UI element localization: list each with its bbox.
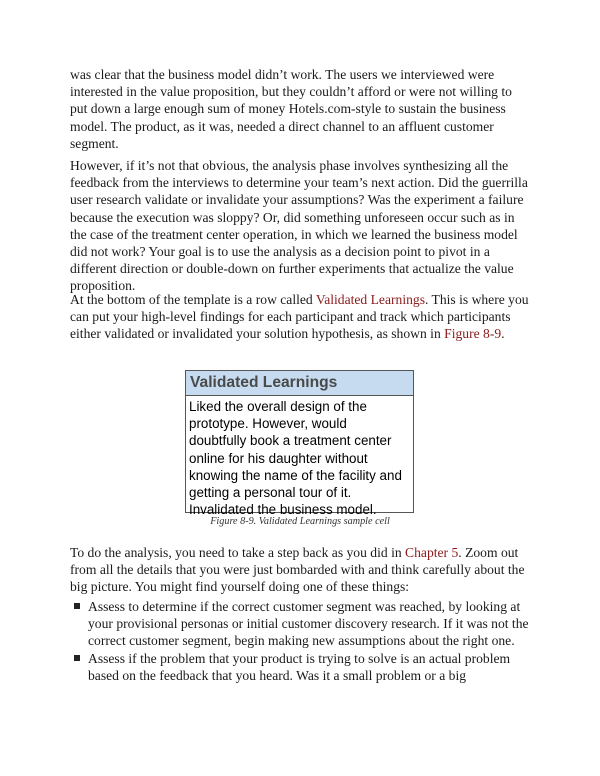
paragraph <box>70 157 530 295</box>
square-bullet-icon <box>74 655 80 661</box>
paragraph-text: However, if it’s not that obvious, the analysis phase involves synthesizing all the feedback from the interviews to determine your team’s next action. Did the guerrilla user research validate or invalidate your assumptions? Was the experiment a failure because the execution was sloppy? Or, did something unforeseen occur such as in the case of the treatment center operation, in which we learned the business model did not work? Your goal is to use the analysis as a decision point to pivot in a different direction or double-down on further experiments that actualize the value proposition. <box>70 158 528 294</box>
validated-learnings-figure <box>185 370 414 518</box>
figure-line: Invalidated the business model. <box>189 502 377 518</box>
paragraph-text <box>70 291 530 343</box>
figure-line: doubtfully book a treatment center <box>189 433 392 449</box>
figure-body <box>186 396 413 518</box>
figure-line: Liked the overall design of the <box>189 399 367 414</box>
figure-line: online for his daughter without <box>189 450 368 466</box>
text-span: At the bottom of the template is a row called <box>70 292 316 307</box>
validated-learnings-link[interactable]: Validated Learnings <box>315 292 425 307</box>
paragraph-text: was clear that the business model didn’t work. The users we interviewed were interested in the value proposition, but they couldn’t afford or were not willing to put down a large enough sum of money Hotels.com-style to sustain the business model. The product, as it was, needed a direct channel to an affluent customer segment. <box>70 67 512 151</box>
figure-caption: Figure 8-9. Validated Learnings sample cell <box>210 516 390 527</box>
text-span: To do the analysis, you need to take a step back as you did in <box>70 545 406 560</box>
figure-8-9-link[interactable]: Figure 8-9 <box>444 326 502 342</box>
text-span: . Zoom out from all the details that you were just bombarded with and think carefully about the big picture. You might find yourself doing one of these things: <box>70 545 525 595</box>
figure-line: knowing the name of the facility and <box>189 467 402 483</box>
text-span: . <box>501 326 505 342</box>
square-bullet-icon <box>74 603 80 609</box>
paragraph <box>70 66 530 152</box>
bullet-list <box>70 598 530 684</box>
paragraph-text <box>70 544 530 596</box>
list-item-text: Assess if the problem that your product is trying to solve is an actual problem based on the feedback that you heard. Was it a small problem or a big <box>88 650 511 683</box>
chapter-5-link[interactable]: Chapter 5 <box>405 545 459 560</box>
figure-line: getting a personal tour of it. <box>189 485 352 501</box>
list-item <box>70 650 530 684</box>
list-item <box>70 598 530 650</box>
paragraph <box>70 291 530 343</box>
figure-header: Validated Learnings <box>186 371 413 396</box>
paragraph <box>70 544 530 596</box>
text-span: . This is where you can put your high-level findings for each participant and track which participants either validated or invalidated your solution hypothesis, as shown in <box>70 292 529 342</box>
figure-line: prototype. However, would <box>189 416 347 432</box>
list-item-text: Assess to determine if the correct customer segment was reached, by looking at your provisional personas or initial customer discovery research. If it was not the correct customer segment, begin making new assumptions about the right one. <box>88 599 529 649</box>
